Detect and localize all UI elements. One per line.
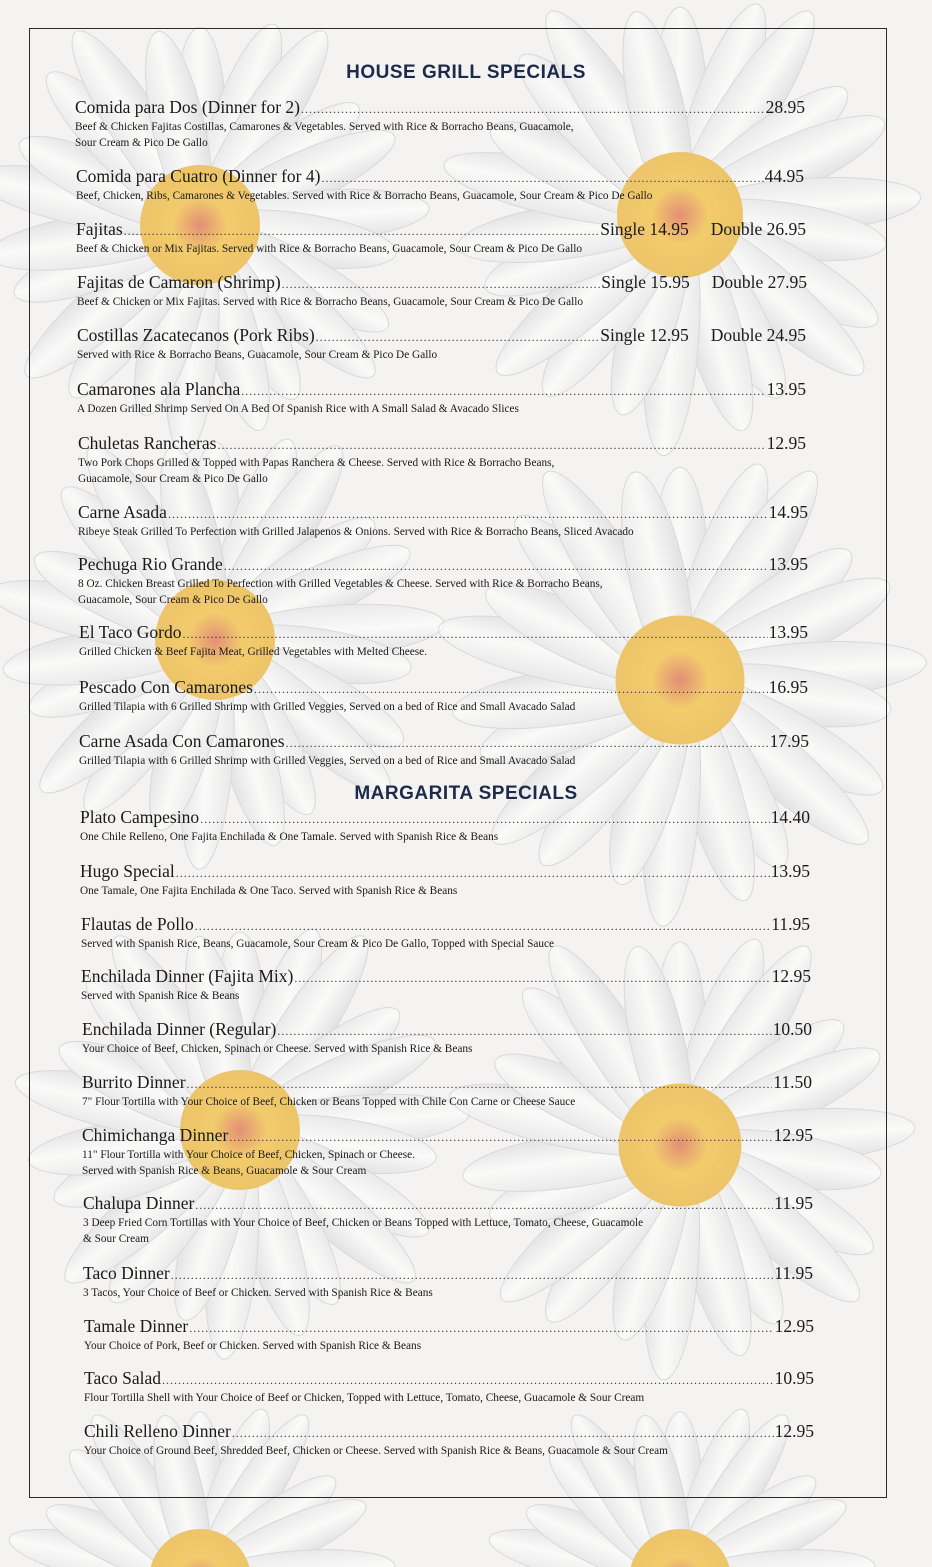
item-price-single: Single 14.95 (600, 219, 689, 239)
item-name: Chuletas Rancheras (78, 433, 217, 453)
menu-item-fajitas-de-camaron (77, 272, 807, 310)
item-price: 17.95 (769, 731, 809, 751)
menu-item-chimichanga-dinner (82, 1125, 813, 1179)
menu-item-plato-campesino (80, 807, 810, 845)
item-description: One Chile Relleno, One Fajita Enchilada & One Tamale. Served with Spanish Rice & Beans (80, 831, 499, 843)
item-description: Grilled Tilapia with 6 Grilled Shrimp with Grilled Veggies, Served on a bed of Rice and Small Avacado Salad (79, 701, 576, 713)
item-price: 14.40 (770, 807, 810, 827)
menu-item-taco-salad (84, 1368, 814, 1406)
item-price: 12.95 (774, 1316, 814, 1336)
item-description: Flour Tortilla Shell with Your Choice of Beef or Chicken, Topped with Lettuce, Tomato, Cheese, Guacamole & Sour Cream (84, 1392, 645, 1404)
item-name: Taco Dinner (83, 1263, 170, 1283)
item-price: 12.95 (774, 1421, 814, 1441)
item-name: Pescado Con Camarones (79, 677, 253, 697)
section-title-house-grill: HOUSE GRILL SPECIALS (346, 62, 586, 83)
item-description: One Tamale, One Fajita Enchilada & One Taco. Served with Spanish Rice & Beans (80, 885, 458, 897)
menu-item-camarones-ala-plancha (77, 379, 806, 417)
item-price: 14.95 (768, 502, 808, 522)
item-price: 13.95 (768, 622, 808, 642)
item-price: 11.95 (771, 914, 810, 934)
item-description: 8 Oz. Chicken Breast Grilled To Perfection with Grilled Vegetables & Cheese. Served with Rice & Borracho Beans, Guacamole, Sour Cream & Pico De Gallo (78, 578, 603, 606)
menu-item-costillas-zacatecanos (77, 325, 806, 363)
item-name: Enchilada Dinner (Regular) (82, 1019, 277, 1039)
menu-item-tamale-dinner (84, 1316, 814, 1354)
menu-item-chili-relleno-dinner (84, 1421, 814, 1459)
menu-item-pescado-con-camarones (79, 677, 808, 715)
item-name: Flautas de Pollo (81, 914, 194, 934)
item-price-double: Double 27.95 (711, 272, 807, 292)
menu-item-taco-dinner (83, 1263, 813, 1301)
menu-item-chuletas-rancheras (78, 433, 806, 487)
item-description: Ribeye Steak Grilled To Perfection with Grilled Jalapenos & Onions. Served with Rice & Borracho Beans, Sliced Avacado (78, 526, 634, 538)
item-description: Beef & Chicken or Mix Fajitas. Served with Rice & Borracho Beans, Guacamole, Sour Cream & Pico De Gallo (77, 296, 584, 308)
item-description: Grilled Chicken & Beef Fajita Meat, Grilled Vegetables with Melted Cheese. (79, 646, 428, 658)
item-description: Served with Spanish Rice & Beans (81, 990, 240, 1002)
item-description: Beef & Chicken or Mix Fajitas. Served with Rice & Borracho Beans, Guacamole, Sour Cream & Pico De Gallo (76, 243, 583, 255)
item-description: Served with Rice & Borracho Beans, Guacamole, Sour Cream & Pico De Gallo (77, 349, 438, 361)
item-name: Plato Campesino (80, 807, 200, 827)
item-description: Your Choice of Ground Beef, Shredded Beef, Chicken or Cheese. Served with Spanish Rice & Beans, Guacamole & Sour Cream (84, 1445, 668, 1457)
item-price: 12.95 (766, 433, 806, 453)
menu-item-el-taco-gordo (79, 622, 808, 660)
menu-item-enchilada-dinner-fajita-mix (81, 966, 811, 1004)
item-price: 13.95 (770, 861, 810, 881)
item-price: 13.95 (768, 554, 808, 574)
item-price: 12.95 (773, 1125, 813, 1145)
item-price-single: Single 12.95 (600, 325, 689, 345)
item-name: Chimichanga Dinner (82, 1125, 229, 1145)
item-name: Comida para Dos (Dinner for 2) (75, 97, 301, 117)
item-name: Fajitas (76, 219, 123, 239)
item-price: 44.95 (764, 166, 804, 186)
menu-item-carne-asada-con-camarones (79, 731, 809, 769)
item-price-double: Double 24.95 (710, 325, 806, 345)
menu-item-fajitas (76, 219, 806, 257)
item-name: Tamale Dinner (84, 1316, 189, 1336)
item-description: Beef, Chicken, Ribs, Camarones & Vegetables. Served with Rice & Borracho Beans, Guacamole, Sour Cream & Pico De Gallo (76, 190, 653, 202)
item-name: Pechuga Rio Grande (78, 554, 223, 574)
menu-item-enchilada-dinner-regular (82, 1019, 812, 1057)
item-description: Beef & Chicken Fajitas Costillas, Camarones & Vegetables. Served with Rice & Borracho Beans, Guacamole, Sour Cream & Pico De Gallo (75, 121, 574, 149)
item-price-single: Single 15.95 (601, 272, 690, 292)
item-name: Burrito Dinner (82, 1072, 186, 1092)
item-description: Your Choice of Beef, Chicken, Spinach or Cheese. Served with Spanish Rice & Beans (82, 1043, 473, 1055)
item-name: Chili Relleno Dinner (84, 1421, 231, 1441)
item-price: 28.95 (765, 97, 805, 117)
item-name: El Taco Gordo (79, 622, 182, 642)
item-description: A Dozen Grilled Shrimp Served On A Bed Of Spanish Rice with A Small Salad & Avacado Slices (77, 403, 519, 415)
item-price: 11.95 (774, 1263, 813, 1283)
item-price-double: Double 26.95 (710, 219, 806, 239)
item-price: 10.50 (772, 1019, 812, 1039)
item-description: 3 Tacos, Your Choice of Beef or Chicken. Served with Spanish Rice & Beans (83, 1287, 433, 1299)
menu-item-chalupa-dinner (83, 1193, 813, 1247)
item-price: 12.95 (771, 966, 811, 986)
item-name: Taco Salad (84, 1368, 162, 1388)
item-price: 16.95 (768, 677, 808, 697)
item-name: Camarones ala Plancha (77, 379, 241, 399)
menu-item-flautas-de-pollo (81, 914, 810, 952)
menu-item-carne-asada (78, 502, 808, 540)
item-name: Costillas Zacatecanos (Pork Ribs) (77, 325, 315, 345)
item-description: Your Choice of Pork, Beef or Chicken. Served with Spanish Rice & Beans (84, 1340, 422, 1352)
item-description: 7" Flour Tortilla with Your Choice of Beef, Chicken or Beans Topped with Chile Con Carne or Cheese Sauce (82, 1096, 576, 1108)
item-description: Grilled Tilapia with 6 Grilled Shrimp with Grilled Veggies, Served on a bed of Rice and Small Avacado Salad (79, 755, 576, 767)
menu-item-hugo-special (80, 861, 810, 899)
item-description: Two Pork Chops Grilled & Topped with Papas Ranchera & Cheese. Served with Rice & Borracho Beans, Guacamole, Sour Cream & Pico De Gallo (78, 457, 555, 485)
item-name: Fajitas de Camaron (Shrimp) (77, 272, 281, 292)
item-description: Served with Spanish Rice, Beans, Guacamole, Sour Cream & Pico De Gallo, Topped with Special Sauce (81, 938, 555, 950)
item-price: 13.95 (766, 379, 806, 399)
item-name: Chalupa Dinner (83, 1193, 195, 1213)
item-price: 11.50 (773, 1072, 812, 1092)
item-price: 10.95 (774, 1368, 814, 1388)
menu-item-burrito-dinner (82, 1072, 812, 1110)
menu-item-comida-para-dos (75, 97, 805, 151)
item-name: Hugo Special (80, 861, 175, 881)
item-name: Comida para Cuatro (Dinner for 4) (76, 166, 321, 186)
item-price: 11.95 (774, 1193, 813, 1213)
menu-item-pechuga-rio-grande (78, 554, 808, 608)
item-name: Enchilada Dinner (Fajita Mix) (81, 966, 294, 986)
menu-item-comida-para-cuatro (76, 166, 804, 204)
item-name: Carne Asada (78, 502, 167, 522)
section-title-margarita: MARGARITA SPECIALS (354, 783, 578, 804)
item-name: Carne Asada Con Camarones (79, 731, 285, 751)
item-description: 3 Deep Fried Corn Tortillas with Your Choice of Beef, Chicken or Beans Topped with Lettuce, Tomato, Cheese, Guacamole & Sour Cream (83, 1217, 644, 1245)
item-description: 11" Flour Tortilla with Your Choice of Beef, Chicken, Spinach or Cheese. Served with Spanish Rice & Beans, Guacamole & Sour Cream (82, 1149, 415, 1177)
